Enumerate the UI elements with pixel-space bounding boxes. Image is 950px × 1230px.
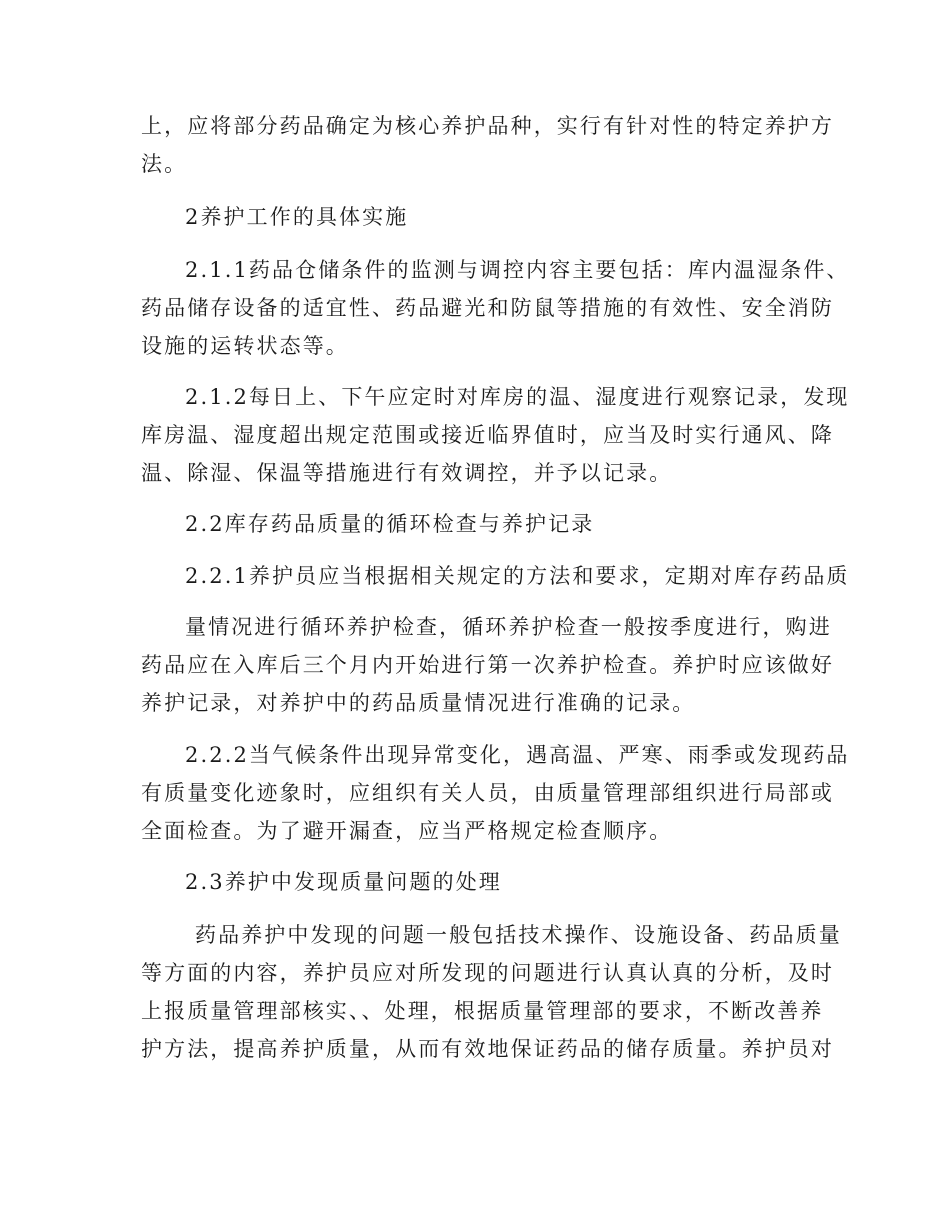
text-line: 2.1.2每日上、下午应定时对库房的温、湿度进行观察记录，发现 (185, 385, 850, 409)
text-line: 2.2.2当气候条件出现异常变化，遇高温、严寒、雨季或发现药品 (185, 743, 850, 767)
text-line: 2.2.1养护员应当根据相关规定的方法和要求，定期对库存药品质 (185, 564, 850, 588)
text-line: 全面检查。为了避开漏查，应当严格规定检查顺序。 (141, 819, 673, 843)
text-line: 法。 (141, 152, 188, 176)
text-line: 等方面的内容，养护员应对所发现的问题进行认真认真的分析，及时 (141, 961, 834, 985)
section-heading: 2.2库存药品质量的循环检查与养护记录 (185, 512, 595, 536)
text-line: 设施的运转状态等。 (141, 334, 349, 358)
text-line: 上报质量管理部核实、、处理，根据质量管理部的要求，不断改善养 (141, 999, 824, 1023)
text-line: 量情况进行循环养护检查，循环养护检查一般按季度进行，购进 (185, 615, 832, 639)
text-line: 药品储存设备的适宜性、药品避光和防鼠等措施的有效性、安全消防 (141, 296, 834, 320)
text-line: 2.1.1药品仓储条件的监测与调控内容主要包括：库内温湿条件、 (185, 258, 850, 282)
text-line: 护方法，提高养护质量，从而有效地保证药品的储存质量。养护员对 (141, 1037, 834, 1061)
text-line: 库房温、湿度超出规定范围或接近临界值时，应当及时实行通风、降 (141, 423, 834, 447)
text-line: 养护记录，对养护中的药品质量情况进行准确的记录。 (141, 691, 696, 715)
text-line: 药品应在入库后三个月内开始进行第一次养护检查。养护时应该做好 (141, 653, 834, 677)
text-line: 药品养护中发现的问题一般包括技术操作、设施设备、药品质量 (195, 923, 842, 947)
text-line: 上，应将部分药品确定为核心养护品种，实行有针对性的特定养护方 (141, 114, 834, 138)
section-heading: 2养护工作的具体实施 (185, 205, 409, 229)
text-line: 有质量变化迹象时，应组织有关人员，由质量管理部组织进行局部或 (141, 781, 834, 805)
text-line: 温、除湿、保温等措施进行有效调控，并予以记录。 (141, 461, 673, 485)
section-heading: 2.3养护中发现质量问题的处理 (185, 870, 502, 894)
